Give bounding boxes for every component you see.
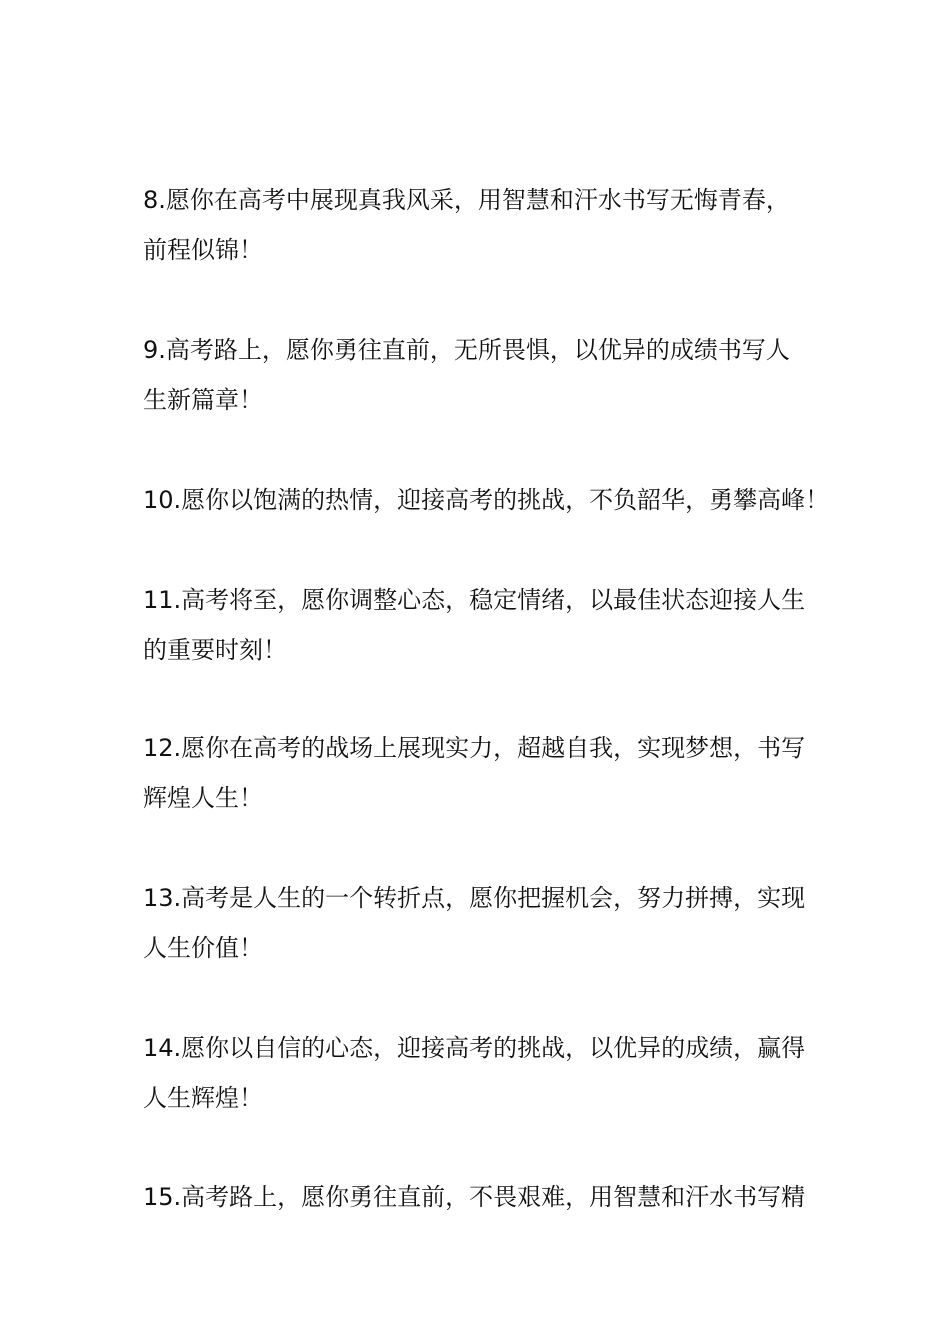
paragraph-11	[143, 575, 823, 675]
text-line: 生新篇章！	[143, 386, 263, 414]
paragraph-8	[143, 175, 823, 275]
text-line: 11.高考将至，愿你调整心态，稳定情绪，以最佳状态迎接人生	[143, 586, 806, 614]
text-line: 9.高考路上，愿你勇往直前，无所畏惧，以优异的成绩书写人	[143, 336, 790, 364]
paragraph-9	[143, 325, 823, 425]
paragraph-13	[143, 873, 823, 973]
text-line: 人生辉煌！	[143, 1084, 263, 1112]
paragraph-10	[143, 475, 830, 525]
text-line: 辉煌人生！	[143, 784, 263, 812]
text-line: 15.高考路上，愿你勇往直前，不畏艰难，用智慧和汗水书写精	[143, 1183, 806, 1211]
text-line: 的重要时刻！	[143, 636, 287, 664]
paragraph-12	[143, 723, 823, 823]
text-line: 13.高考是人生的一个转折点，愿你把握机会，努力拼搏，实现	[143, 884, 806, 912]
text-line: 8.愿你在高考中展现真我风采，用智慧和汗水书写无悔青春，	[143, 186, 790, 214]
text-line: 14.愿你以自信的心态，迎接高考的挑战，以优异的成绩，赢得	[143, 1034, 806, 1062]
text-line: 12.愿你在高考的战场上展现实力，超越自我，实现梦想，书写	[143, 734, 806, 762]
paragraph-14	[143, 1023, 823, 1123]
paragraph-15	[143, 1172, 823, 1222]
text-line: 人生价值！	[143, 934, 263, 962]
text-line: 前程似锦！	[143, 236, 263, 264]
text-line: 10.愿你以饱满的热情，迎接高考的挑战，不负韶华，勇攀高峰！	[143, 486, 830, 514]
